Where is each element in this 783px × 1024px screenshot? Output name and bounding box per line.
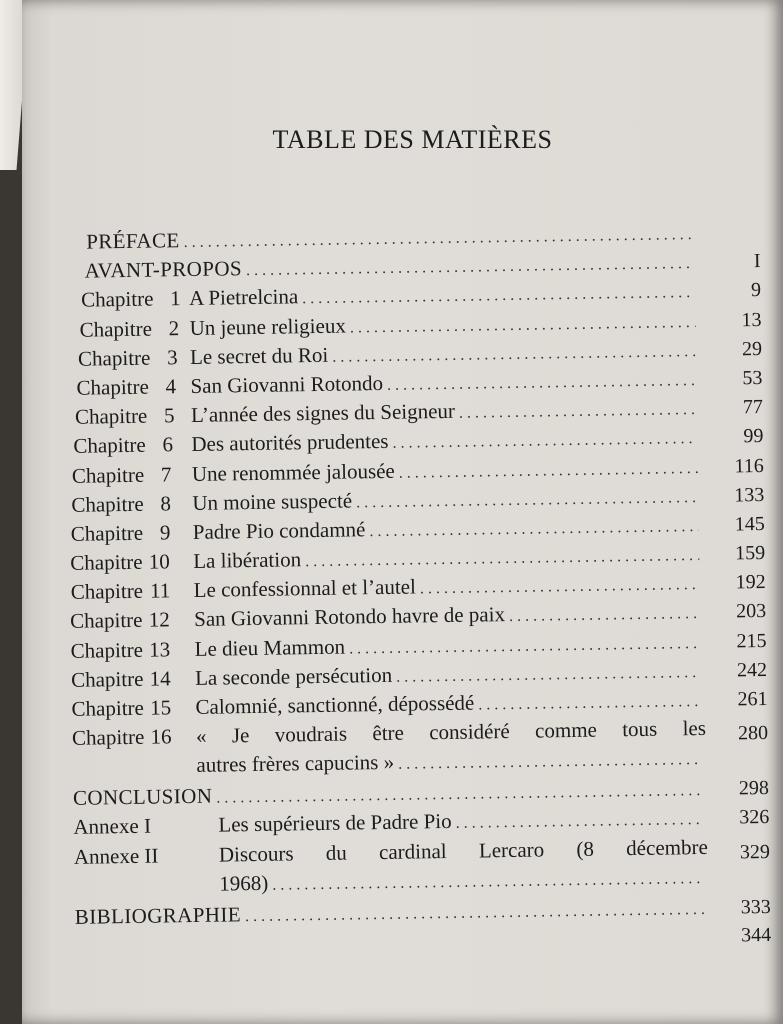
chapter-number: 3 xyxy=(166,344,178,370)
toc-entry-title: Le secret du Roi xyxy=(189,342,329,369)
toc-entry-title-line1: « Je voudrais être considéré comme tous les xyxy=(195,716,707,749)
toc-entry-label: Chapitre 1 xyxy=(80,286,181,313)
chapter-number: 1 xyxy=(169,286,181,311)
toc-page-number: 116 xyxy=(734,454,764,477)
table-of-contents xyxy=(60,217,771,961)
toc-entry-title: La seconde persécution xyxy=(194,662,393,690)
toc-page-number: 192 xyxy=(735,571,766,594)
toc-entry-label: Chapitre 3 xyxy=(77,344,178,371)
toc-page-number: 133 xyxy=(734,483,765,507)
toc-entry-title: Un moine suspecté xyxy=(192,488,353,515)
toc-page-number: 215 xyxy=(736,629,767,653)
toc-page-number: 298 xyxy=(738,777,770,800)
chapter-number: 6 xyxy=(162,432,174,457)
toc-page-number: 326 xyxy=(739,806,770,829)
toc-entry-title: Padre Pio condamné xyxy=(192,517,366,544)
toc-entry-label: Chapitre 7 xyxy=(71,461,172,488)
page-title: TABLE DES MATIÈRES xyxy=(272,125,553,154)
toc-entry-title: CONCLUSION xyxy=(72,783,213,811)
toc-entry-label: Chapitre 16 xyxy=(71,724,172,751)
toc-entry-title: San Giovanni Rotondo havre de paix xyxy=(193,602,506,632)
chapter-number: 13 xyxy=(149,636,171,662)
toc-entry-title: BIBLIOGRAPHIE xyxy=(74,901,242,929)
toc-page-number: 280 xyxy=(737,722,769,745)
toc-entry-label: Chapitre 6 xyxy=(73,432,174,459)
toc-entry-annexe-2 xyxy=(70,831,771,902)
toc-page-number: 329 xyxy=(739,840,771,863)
chapter-number: 15 xyxy=(149,695,172,720)
toc-page-number: 333 xyxy=(740,895,771,918)
toc-page-number xyxy=(698,238,760,239)
toc-entry-title: L’année des signes du Seigneur xyxy=(190,398,456,428)
chapter-number: 4 xyxy=(165,374,177,399)
toc-page-number: 77 xyxy=(742,396,764,419)
toc-leader-dots xyxy=(398,745,703,779)
toc-page-number: 29 xyxy=(741,337,763,361)
toc-entry-title: A Pietrelcina xyxy=(188,284,299,311)
toc-entry-label: Chapitre 5 xyxy=(74,403,175,429)
toc-page-number: 13 xyxy=(741,308,762,331)
toc-page-number: 261 xyxy=(737,687,768,711)
toc-entry-label: Chapitre 13 xyxy=(70,636,171,663)
toc-entry-title: Le confessionnal et l’autel xyxy=(193,574,417,603)
toc-entry-label: Chapitre 11 xyxy=(70,578,171,605)
toc-entry-label: Annexe I xyxy=(73,814,152,840)
toc-entry-title-line2: 1968) xyxy=(219,870,269,896)
toc-entry-title: San Giovanni Rotondo xyxy=(190,370,384,398)
chapter-number: 2 xyxy=(168,315,180,340)
chapter-number: 8 xyxy=(160,490,172,516)
toc-entry-title: Les supérieurs de Padre Pio xyxy=(218,809,452,837)
chapter-number: 16 xyxy=(150,724,172,749)
chapter-number: 9 xyxy=(159,520,171,545)
toc-page-number: 344 xyxy=(741,923,772,947)
toc-entry-label: Chapitre 4 xyxy=(76,374,177,400)
chapter-number: 7 xyxy=(160,461,172,486)
chapter-number: 5 xyxy=(163,403,175,428)
toc-page-number: 242 xyxy=(736,658,768,682)
toc-entry-title: AVANT-PROPOS xyxy=(84,256,243,283)
chapter-number: 12 xyxy=(148,607,170,633)
toc-entry-chapter-16 xyxy=(68,713,769,784)
toc-entry-title: La libération xyxy=(193,547,302,574)
chapter-number: 14 xyxy=(149,666,171,691)
toc-page-number: 99 xyxy=(743,425,764,448)
toc-page-number: 145 xyxy=(734,512,765,536)
toc-page-number: I xyxy=(753,250,761,273)
toc-entry-title: PRÉFACE xyxy=(86,228,180,254)
toc-entry-title-line1: Discours du cardinal Lercaro (8 décembre xyxy=(218,834,708,867)
toc-page-number: 53 xyxy=(742,366,763,390)
toc-entry-title-line2: autres frères capucins » xyxy=(196,750,395,778)
toc-entry-label: Chapitre 15 xyxy=(71,695,172,721)
toc-entry-label: Chapitre 14 xyxy=(70,666,171,692)
toc-page-number: 9 xyxy=(750,279,762,302)
chapter-number: 10 xyxy=(148,549,171,574)
toc-entry-label: Chapitre 12 xyxy=(69,607,170,634)
toc-entry-title: Calomnié, sanctionné, dépossédé xyxy=(195,690,475,719)
toc-page-number: 203 xyxy=(735,600,767,623)
toc-entry-label: Chapitre 2 xyxy=(79,315,180,342)
chapter-number: 11 xyxy=(149,578,171,603)
toc-entry-label: Chapitre 9 xyxy=(70,520,171,546)
toc-entry-title: Le dieu Mammon xyxy=(194,634,346,661)
toc-entry-label: Chapitre 8 xyxy=(71,490,172,517)
toc-page-number: 159 xyxy=(735,542,766,565)
toc-entry-title: Des autorités prudentes xyxy=(191,429,389,457)
toc-entry-title: Une renommée jalousée xyxy=(191,458,395,486)
toc-entry-label: Annexe II xyxy=(73,843,159,869)
toc-entry-title: Un jeune religieux xyxy=(189,313,347,340)
toc-entry-label: Chapitre 10 xyxy=(70,549,171,575)
book-page xyxy=(22,0,783,1024)
